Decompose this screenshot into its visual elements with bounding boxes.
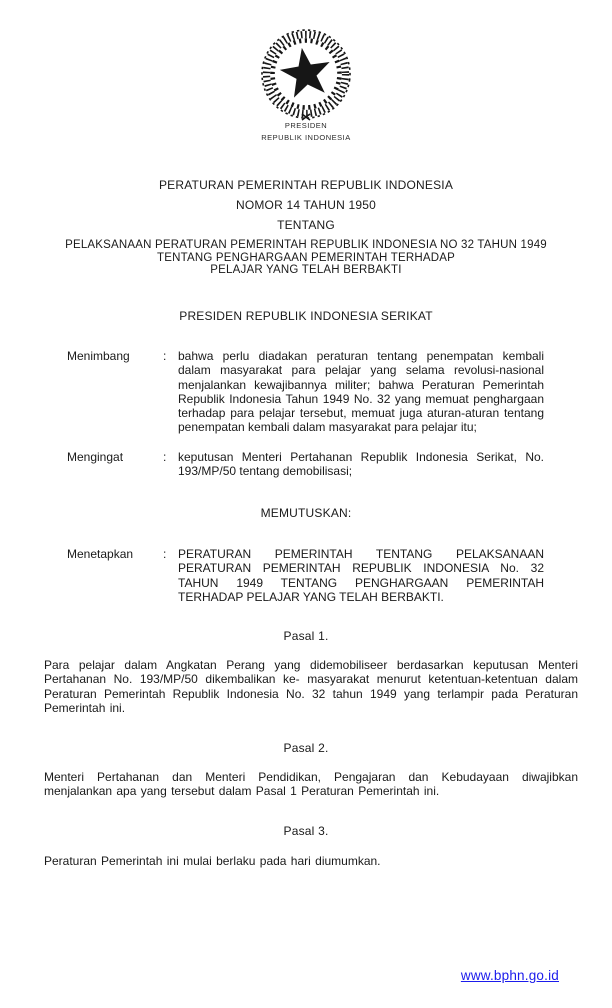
considering-colon: : <box>163 349 167 363</box>
star-in-wreath-emblem <box>256 28 356 124</box>
article-3-body: Peraturan Pemerintah ini mulai berlaku pada hari diumumkan. <box>44 854 381 868</box>
enacting-label: Menetapkan <box>67 547 134 561</box>
enacting-text: PERATURAN PEMERINTAH TENTANG PELAKSANAAN PERATURAN PEMERINTAH REPUBLIK INDONESIA No. 32 TAHUN 1949 TENTANG PENGHARGAAN PEMERINTAH TERHADAP PELAJAR YANG TELAH BERBAKTI. <box>178 547 544 604</box>
institution-line-1: PRESIDEN <box>284 121 328 130</box>
subject-line-2: TENTANG PENGHARGAAN PEMERINTAH TERHADAP <box>157 251 455 264</box>
emblem-wrap <box>0 28 612 129</box>
recalling-label: Mengingat <box>67 450 124 464</box>
recalling-text: keputusan Menteri Pertahanan Republik Indonesia Serikat, No. 193/MP/50 tentang demobilisasi; <box>178 450 544 479</box>
regulation-title: PERATURAN PEMERINTAH REPUBLIK INDONESIA <box>158 178 454 192</box>
institution-line-2: REPUBLIK INDONESIA <box>261 132 351 142</box>
subject-line-1: PELAKSANAAN PERATURAN PEMERINTAH REPUBLIK INDONESIA NO 32 TAHUN 1949 <box>65 239 547 251</box>
article-2-body: Menteri Pertahanan dan Menteri Pendidikan, Pengajaran dan Kebudayaan diwajibkan menjalankan apa yang tersebut dalam Pasal 1 Peraturan Pemerintah ini. <box>44 770 578 799</box>
regulation-subject <box>0 239 612 277</box>
bphn-website-link[interactable]: www.bphn.go.id <box>460 968 559 983</box>
article-3-heading: Pasal 3. <box>283 824 329 838</box>
enacting-colon: : <box>163 547 167 561</box>
article-1-body: Para pelajar dalam Angkatan Perang yang didemobiliseer berdasarkan keputusan Menteri Pertahanan No. 193/MP/50 dikembalikan ke- masyarakat menurut ketentuan-ketentuan dalam Peraturan Pemerintah Republik Indonesia No. 32 tahun 1949 yang terlampir pada Peraturan Pemerintah ini. <box>44 658 578 715</box>
article-2-heading: Pasal 2. <box>283 741 329 755</box>
recalling-clause <box>67 450 544 479</box>
considering-text: bahwa perlu diadakan peraturan tentang penempatan kembali dalam masyarakat para pelajar yang selama revolusi-nasional menjalankan kewajibannya militer; bahwa Peraturan Pemerintah Republik Indonesia Tahun 1949 No. 32 yang memuat penghargaan terhadap para pelajar tersebut, memuat juga aturan-aturan tentang penempatan kembali dalam masyarakat para pelajar itu; <box>178 349 544 435</box>
regulation-about-label: TENTANG <box>277 218 335 232</box>
considering-clause <box>67 349 544 435</box>
decides-heading: MEMUTUSKAN: <box>260 506 352 520</box>
subject-line-3: PELAJAR YANG TELAH BERBAKTI <box>210 264 402 277</box>
regulation-number: NOMOR 14 TAHUN 1950 <box>235 198 377 212</box>
article-1-heading: Pasal 1. <box>283 629 329 643</box>
enacting-clause <box>67 547 544 604</box>
issuer-heading: PRESIDEN REPUBLIK INDONESIA SERIKAT <box>179 309 433 323</box>
recalling-colon: : <box>163 450 167 464</box>
star-icon <box>277 44 334 99</box>
considering-label: Menimbang <box>67 349 130 363</box>
institution-name <box>0 120 612 143</box>
